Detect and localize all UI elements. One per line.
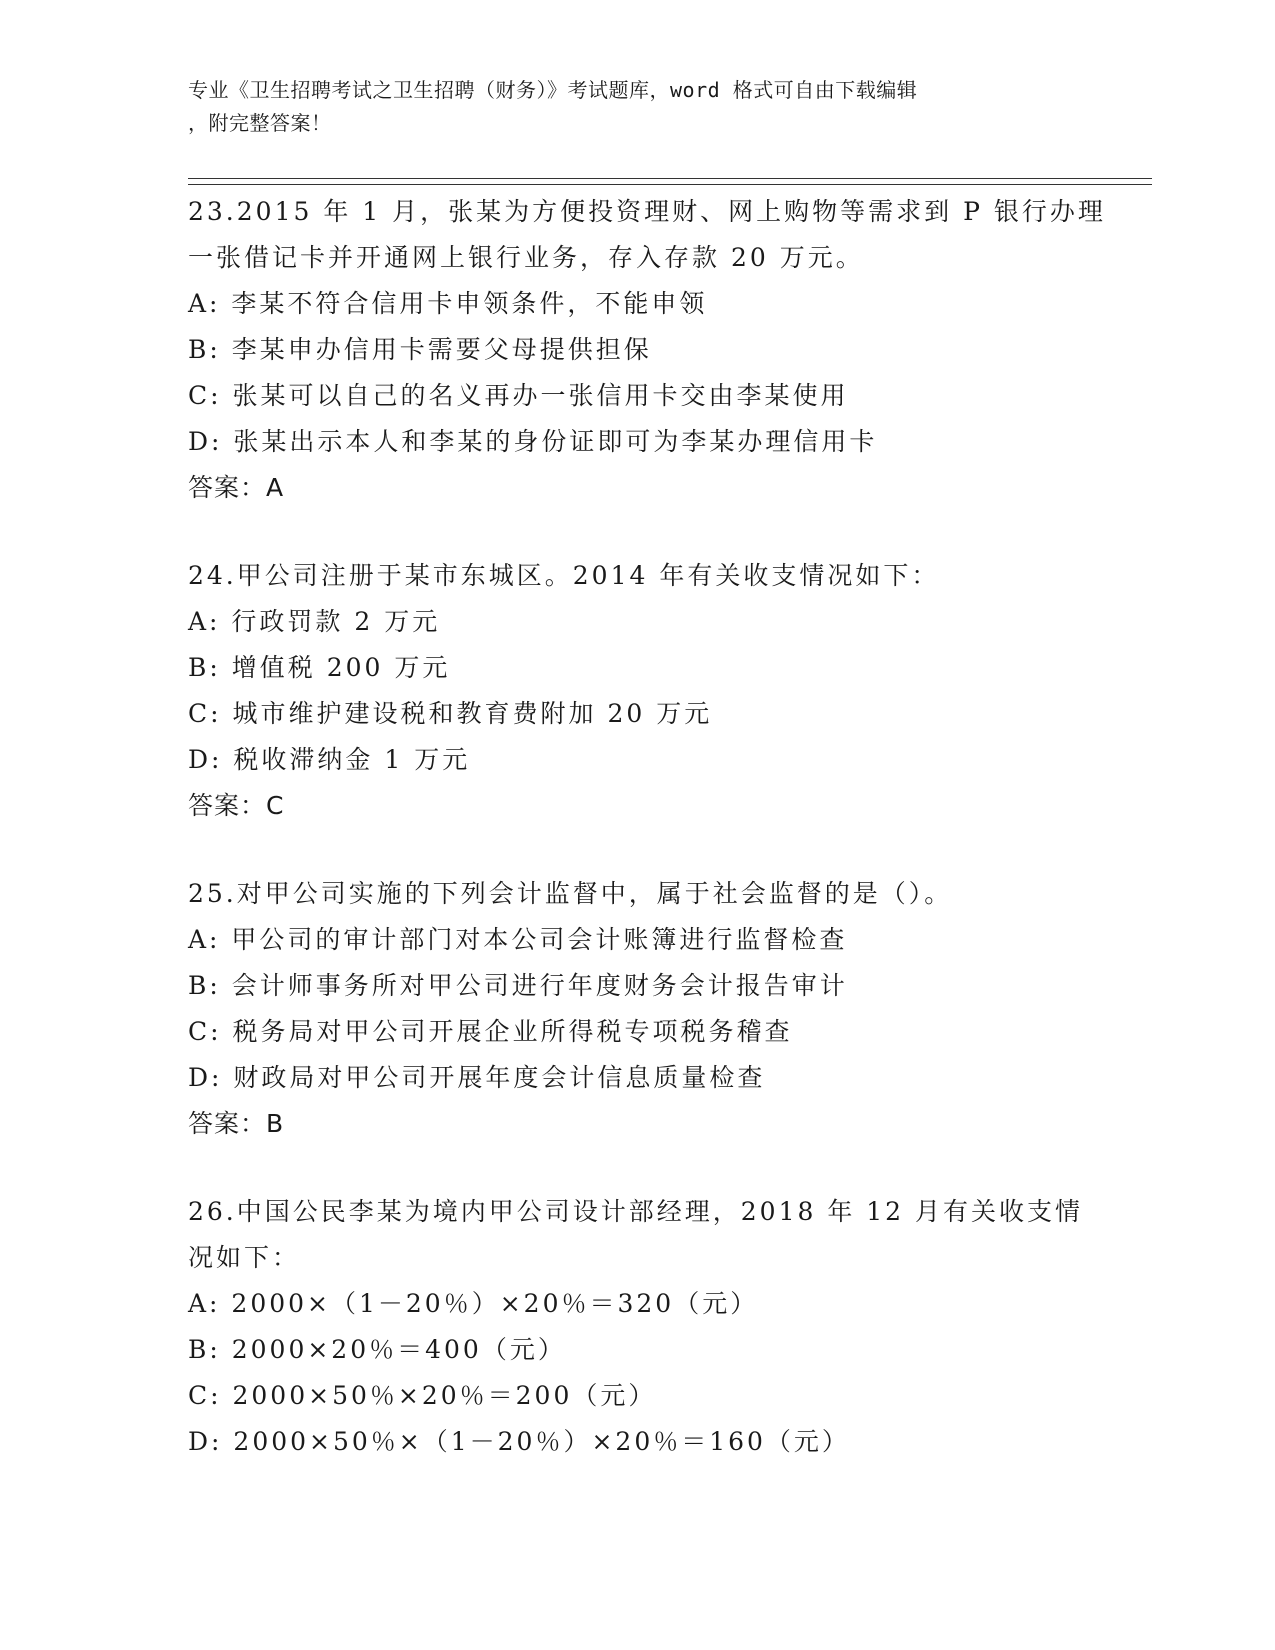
- option-a: A: 李某不符合信用卡申领条件，不能申领: [188, 289, 708, 318]
- spacer: [188, 511, 1128, 553]
- question-list: [188, 189, 1128, 1465]
- option-c: C: 税务局对甲公司开展企业所得税专项税务稽查: [188, 1017, 793, 1046]
- option-c: C: 城市维护建设税和教育费附加 20 万元: [188, 699, 713, 728]
- option-b: B: 增值税 200 万元: [188, 653, 451, 682]
- option-c: C: 张某可以自己的名义再办一张信用卡交由李某使用: [188, 381, 849, 410]
- option-d: D: 张某出示本人和李某的身份证即可为李某办理信用卡: [188, 427, 878, 456]
- question-stem-line: 况如下：: [188, 1243, 301, 1272]
- option-b: B: 2000×20％＝400（元）: [188, 1335, 566, 1364]
- option-d: D: 2000×50％×（1－20％）×20％＝160（元）: [188, 1427, 850, 1456]
- header-line-2: ，附完整答案！: [188, 111, 332, 135]
- option-a: A: 2000×（1－20％）×20％＝320（元）: [188, 1289, 759, 1318]
- header-divider-top: [188, 178, 1152, 179]
- option-c: C: 2000×50％×20％＝200（元）: [188, 1381, 657, 1410]
- option-a: A: 甲公司的审计部门对本公司会计账簿进行监督检查: [188, 925, 848, 954]
- question-stem-line: 23.2015 年 1 月，张某为方便投资理财、网上购物等需求到 P 银行办理: [188, 197, 1106, 226]
- question-stem-line: 26.中国公民李某为境内甲公司设计部经理，2018 年 12 月有关收支情: [188, 1197, 1084, 1226]
- answer: 答案：A: [188, 473, 285, 502]
- spacer: [188, 1147, 1128, 1189]
- option-d: D: 财政局对甲公司开展年度会计信息质量检查: [188, 1063, 766, 1092]
- answer: 答案：B: [188, 1109, 285, 1138]
- spacer: [188, 829, 1128, 871]
- header-divider-bottom: [188, 184, 1152, 185]
- document-header: [188, 74, 1088, 140]
- question-23: [188, 189, 1128, 511]
- question-stem-line: 一张借记卡并开通网上银行业务，存入存款 20 万元。: [188, 243, 864, 272]
- option-d: D: 税收滞纳金 1 万元: [188, 745, 471, 774]
- question-stem-line: 24.甲公司注册于某市东城区。2014 年有关收支情况如下：: [188, 561, 940, 590]
- question-24: [188, 553, 1128, 829]
- option-a: A: 行政罚款 2 万元: [188, 607, 441, 636]
- question-26: [188, 1189, 1128, 1465]
- option-b: B: 李某申办信用卡需要父母提供担保: [188, 335, 652, 364]
- answer: 答案：C: [188, 791, 285, 820]
- question-stem-line: 25.对甲公司实施的下列会计监督中，属于社会监督的是（）。: [188, 879, 953, 908]
- option-b: B: 会计师事务所对甲公司进行年度财务会计报告审计: [188, 971, 848, 1000]
- question-25: [188, 871, 1128, 1147]
- header-line-1: 专业《卫生招聘考试之卫生招聘（财务）》考试题库，word 格式可自由下载编辑: [188, 78, 918, 102]
